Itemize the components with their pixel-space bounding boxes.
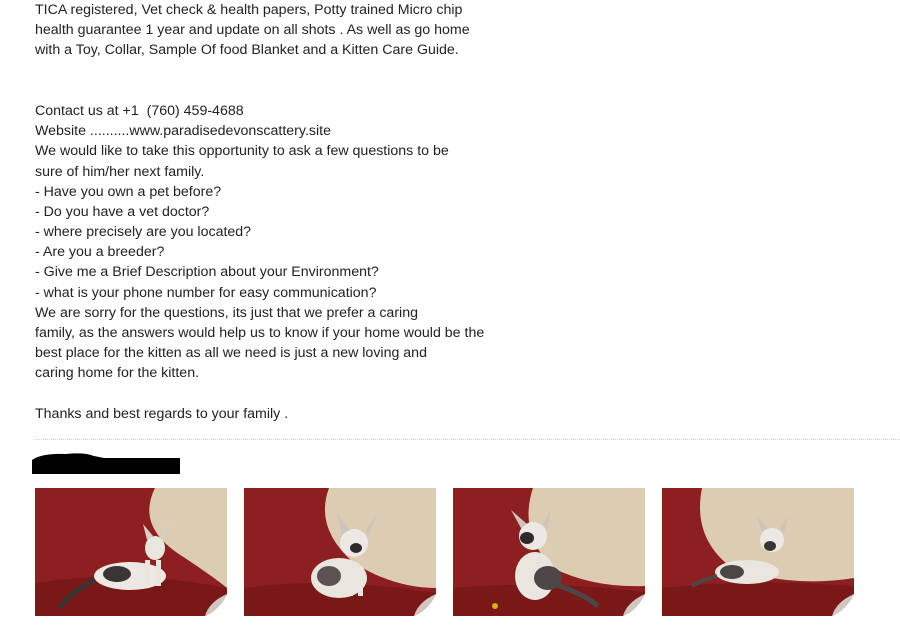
kitten-photo-icon — [662, 488, 854, 616]
contact-phone-line: Contact us at +1 (760) 459-4688 — [35, 102, 244, 119]
website-line: Website ..........www.paradisedevonscattery.site — [35, 123, 331, 140]
kitten-photo-icon — [453, 488, 645, 616]
question-line: - Are you a breeder? — [35, 244, 165, 261]
kitten-photo-3[interactable] — [453, 488, 645, 616]
question-line: - what is your phone number for easy communication? — [35, 284, 377, 301]
body-line: sure of him/her next family. — [35, 163, 205, 180]
question-line: - Have you own a pet before? — [35, 183, 222, 200]
email-message-body — [35, 0, 595, 424]
page-curl-icon — [414, 594, 436, 616]
signature-divider — [35, 439, 900, 440]
intro-line: with a Toy, Collar, Sample Of food Blanket and a Kitten Care Guide. — [35, 42, 459, 59]
page-curl-icon — [205, 594, 227, 616]
redacted-signature — [32, 452, 180, 474]
kitten-photo-icon — [244, 488, 436, 616]
kitten-photo-icon — [35, 488, 227, 616]
intro-line: TICA registered, Vet check & health papers, Potty trained Micro chip — [35, 2, 463, 18]
body-line: We would like to take this opportunity to ask a few questions to be — [35, 143, 449, 160]
page-curl-icon — [832, 594, 854, 616]
question-line: - where precisely are you located? — [35, 224, 252, 241]
kitten-photo-1[interactable] — [35, 488, 227, 616]
body-line: best place for the kitten as all we need is just a new loving and — [35, 345, 427, 362]
question-line: - Do you have a vet doctor? — [35, 203, 210, 220]
attachment-strip — [35, 488, 854, 616]
page-curl-icon — [623, 594, 645, 616]
question-line: - Give me a Brief Description about your Environment? — [35, 264, 379, 281]
closing-line: Thanks and best regards to your family . — [35, 405, 289, 422]
kitten-photo-4[interactable] — [662, 488, 854, 616]
kitten-photo-2[interactable] — [244, 488, 436, 616]
body-line: caring home for the kitten. — [35, 365, 200, 382]
body-line: family, as the answers would help us to know if your home would be the — [35, 325, 485, 341]
body-line: We are sorry for the questions, its just that we prefer a caring — [35, 304, 418, 321]
intro-line: health guarantee 1 year and update on all shots . As well as go home — [35, 22, 470, 39]
